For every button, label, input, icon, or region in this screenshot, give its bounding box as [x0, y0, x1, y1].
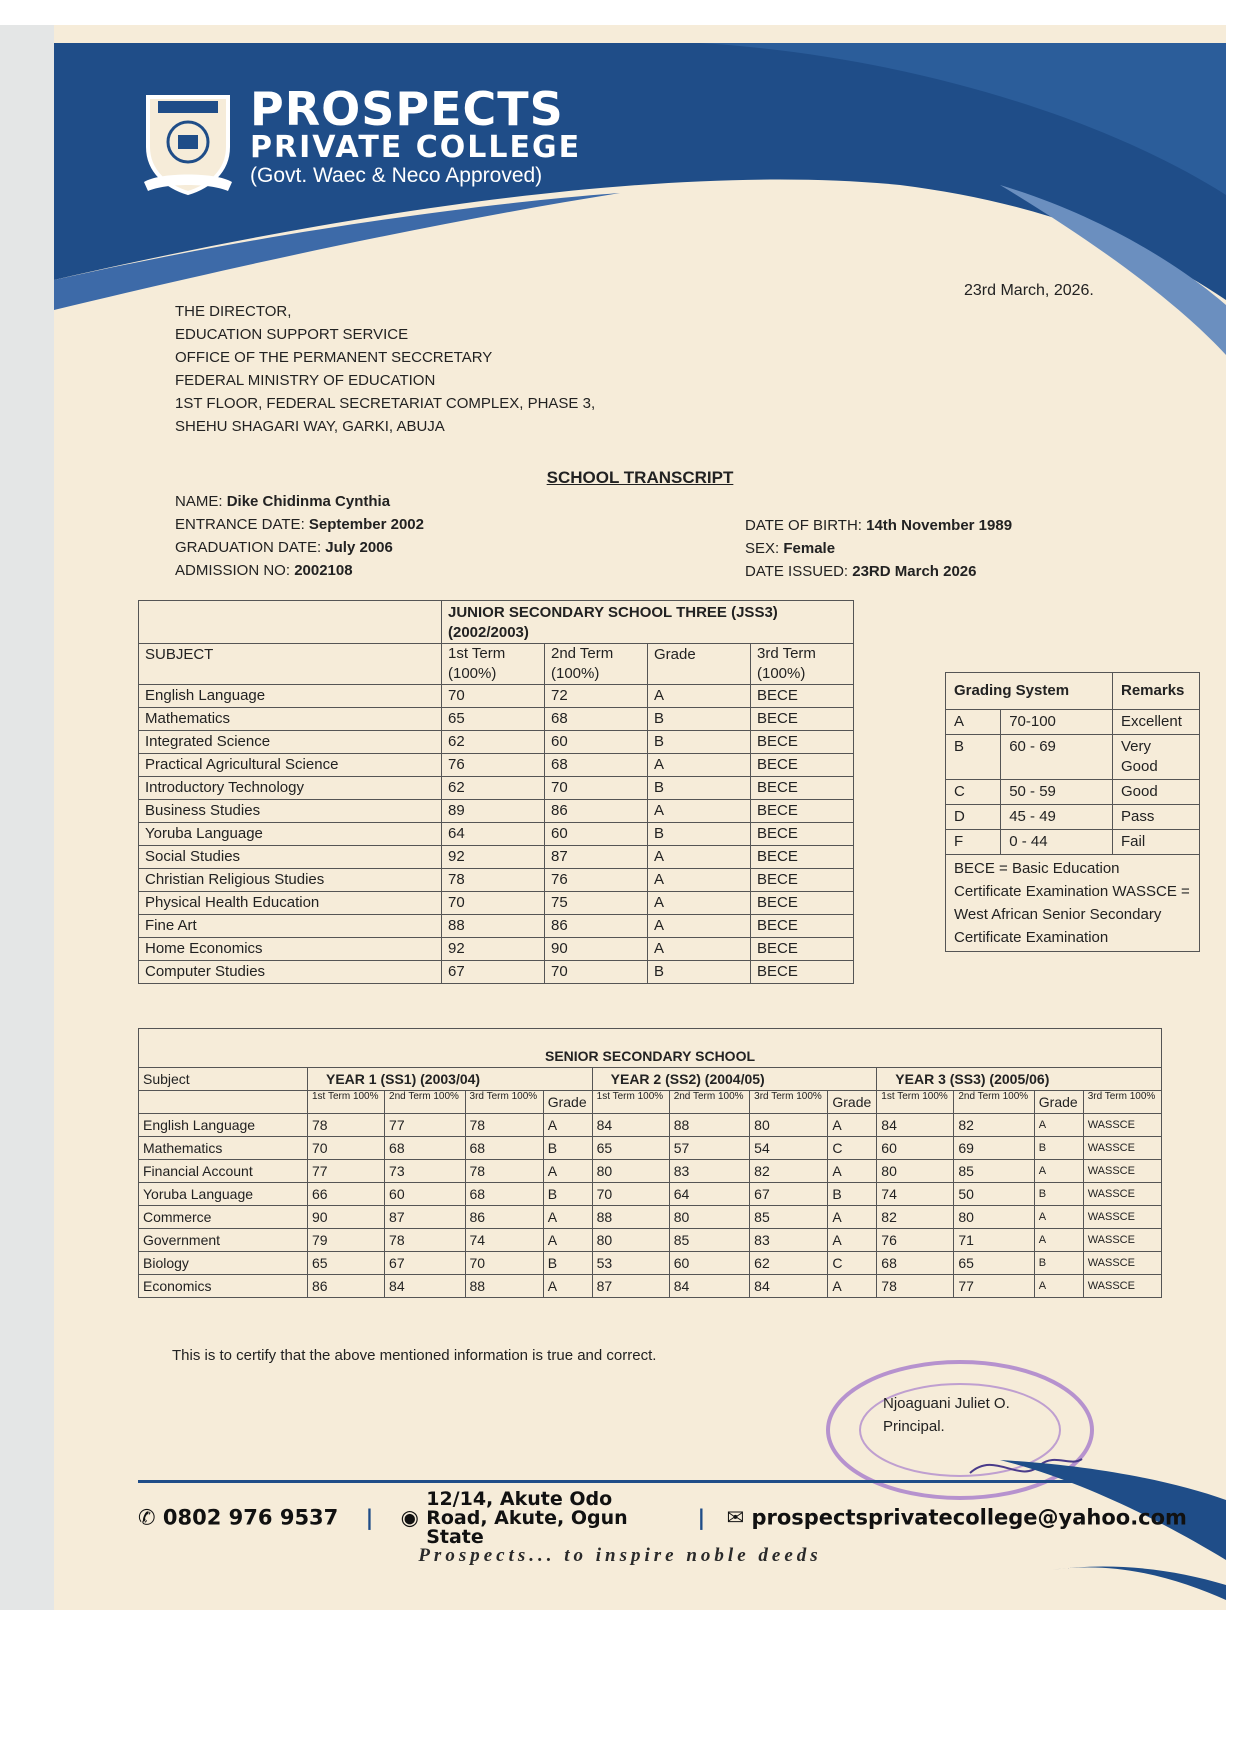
score-cell: 80: [592, 1229, 669, 1252]
abbreviation-note: BECE = Basic Education Certificate Examination WASSCE = West African Senior Secondary Certificate Examination: [946, 855, 1200, 952]
term2-cell: 70: [545, 961, 648, 984]
table-row: [139, 846, 854, 869]
table-row: [139, 1183, 1162, 1206]
score-range-cell: 60 - 69: [1001, 735, 1113, 780]
subject-cell: Christian Religious Studies: [139, 869, 442, 892]
sss-year2-header: YEAR 2 (SS2) (2004/05): [592, 1068, 877, 1091]
grade-letter-cell: A: [946, 710, 1001, 735]
table-row: [139, 869, 854, 892]
term1-cell: 92: [442, 846, 545, 869]
term1-cell: 62: [442, 731, 545, 754]
remark-cell: Excellent: [1113, 710, 1200, 735]
table-row: [139, 731, 854, 754]
sss-y3-grade-header: Grade: [1034, 1091, 1083, 1114]
score-cell: A: [1034, 1206, 1083, 1229]
score-cell: B: [543, 1252, 592, 1275]
score-cell: 80: [669, 1206, 749, 1229]
subject-cell: Yoruba Language: [139, 823, 442, 846]
term1-cell: 89: [442, 800, 545, 823]
term3-cell: BECE: [751, 892, 854, 915]
score-cell: WASSCE: [1083, 1275, 1161, 1298]
recipient-line: 1ST FLOOR, FEDERAL SECRETARIAT COMPLEX, PHASE 3,: [175, 395, 596, 412]
term2-cell: 75: [545, 892, 648, 915]
score-cell: C: [828, 1252, 877, 1275]
sex-label: SEX:: [745, 540, 780, 557]
signatory-block: [883, 1392, 1010, 1438]
term3-cell: BECE: [751, 800, 854, 823]
score-cell: 83: [750, 1229, 828, 1252]
table-row: [946, 805, 1200, 830]
letter-date: 23rd March, 2026.: [964, 282, 1094, 299]
phone-icon: ✆: [138, 1505, 156, 1530]
recipient-line: FEDERAL MINISTRY OF EDUCATION: [175, 372, 436, 389]
sss-rows: [139, 1114, 1162, 1298]
term2-cell: 72: [545, 685, 648, 708]
term1-cell: 65: [442, 708, 545, 731]
term2-cell: 76: [545, 869, 648, 892]
score-cell: 77: [385, 1114, 465, 1137]
subject-cell: Biology: [139, 1252, 308, 1275]
score-cell: 87: [385, 1206, 465, 1229]
score-cell: 88: [669, 1114, 749, 1137]
jss-grade-header: Grade: [648, 644, 751, 685]
table-row: [139, 892, 854, 915]
subject-cell: English Language: [139, 1114, 308, 1137]
term1-cell: 67: [442, 961, 545, 984]
grade-cell: B: [648, 708, 751, 731]
subject-cell: Fine Art: [139, 915, 442, 938]
score-cell: 70: [592, 1183, 669, 1206]
score-cell: 84: [385, 1275, 465, 1298]
score-cell: 82: [954, 1114, 1034, 1137]
term2-cell: 60: [545, 823, 648, 846]
term1-cell: 76: [442, 754, 545, 777]
remarks-header: Remarks: [1113, 673, 1200, 710]
score-range-cell: 0 - 44: [1001, 830, 1113, 855]
table-row: [139, 685, 854, 708]
table-row: [139, 938, 854, 961]
recipient-line: OFFICE OF THE PERMANENT SECCRETARY: [175, 349, 493, 366]
issued-label: DATE ISSUED:: [745, 563, 849, 580]
document-title: SCHOOL TRANSCRIPT: [546, 468, 734, 487]
entrance-label: ENTRANCE DATE:: [175, 516, 305, 533]
score-cell: 76: [877, 1229, 954, 1252]
term3-cell: BECE: [751, 846, 854, 869]
table-row: [139, 915, 854, 938]
score-cell: B: [1034, 1252, 1083, 1275]
table-row: [139, 823, 854, 846]
score-cell: 86: [308, 1275, 385, 1298]
jss-heading: JUNIOR SECONDARY SCHOOL THREE (JSS3) (2002/2003): [442, 601, 854, 644]
term3-cell: BECE: [751, 823, 854, 846]
score-cell: 78: [877, 1275, 954, 1298]
score-cell: 67: [385, 1252, 465, 1275]
score-cell: 78: [465, 1160, 543, 1183]
sss-year1-header: YEAR 1 (SS1) (2003/04): [308, 1068, 593, 1091]
score-cell: A: [543, 1275, 592, 1298]
score-cell: 86: [465, 1206, 543, 1229]
score-cell: B: [1034, 1183, 1083, 1206]
grade-cell: B: [648, 961, 751, 984]
score-cell: A: [828, 1229, 877, 1252]
score-cell: WASSCE: [1083, 1114, 1161, 1137]
score-range-cell: 70-100: [1001, 710, 1113, 735]
brand-line1: PROSPECTS: [250, 82, 564, 136]
score-range-cell: 45 - 49: [1001, 805, 1113, 830]
grade-cell: A: [648, 685, 751, 708]
subject-cell: Government: [139, 1229, 308, 1252]
admission-label: ADMISSION NO:: [175, 562, 291, 579]
term3-cell: BECE: [751, 754, 854, 777]
sss-y1-t3-header: 3rd Term 100%: [465, 1091, 543, 1114]
score-cell: 60: [877, 1137, 954, 1160]
sss-year3-header: YEAR 3 (SS3) (2005/06): [877, 1068, 1162, 1091]
score-cell: 73: [385, 1160, 465, 1183]
table-row: [139, 961, 854, 984]
jss-term3-header: 3rd Term (100%): [751, 644, 854, 685]
score-cell: B: [543, 1137, 592, 1160]
score-cell: A: [543, 1160, 592, 1183]
score-cell: 85: [669, 1229, 749, 1252]
subject-cell: Physical Health Education: [139, 892, 442, 915]
sss-y2-t1-header: 1st Term 100%: [592, 1091, 669, 1114]
score-cell: 74: [465, 1229, 543, 1252]
grading-system-table: [945, 672, 1200, 952]
jss-subject-header: SUBJECT: [139, 644, 442, 685]
grade-cell: B: [648, 777, 751, 800]
score-cell: 78: [465, 1114, 543, 1137]
table-row: [946, 780, 1200, 805]
score-cell: 50: [954, 1183, 1034, 1206]
term3-cell: BECE: [751, 731, 854, 754]
subject-cell: Home Economics: [139, 938, 442, 961]
term1-cell: 78: [442, 869, 545, 892]
score-cell: 74: [877, 1183, 954, 1206]
grade-cell: B: [648, 823, 751, 846]
subject-cell: Business Studies: [139, 800, 442, 823]
table-row: [139, 1252, 1162, 1275]
score-cell: 84: [877, 1114, 954, 1137]
table-row: [946, 830, 1200, 855]
subject-cell: Mathematics: [139, 708, 442, 731]
subject-cell: Practical Agricultural Science: [139, 754, 442, 777]
score-cell: B: [543, 1183, 592, 1206]
score-cell: 88: [592, 1206, 669, 1229]
score-cell: 88: [465, 1275, 543, 1298]
score-cell: 57: [669, 1137, 749, 1160]
score-cell: A: [828, 1206, 877, 1229]
score-cell: 85: [750, 1206, 828, 1229]
sss-y2-t2-header: 2nd Term 100%: [669, 1091, 749, 1114]
term1-cell: 70: [442, 685, 545, 708]
score-cell: B: [1034, 1137, 1083, 1160]
sss-y3-t1-header: 1st Term 100%: [877, 1091, 954, 1114]
table-row: [946, 735, 1200, 780]
name-label: NAME:: [175, 493, 223, 510]
score-cell: 70: [308, 1137, 385, 1160]
contact-footer: ✆ 0802 976 9537 | ◉ 12/14, Akute Odo Road, Akute, Ogun State | ✉ prospectsprivatecollege@yahoo.com: [138, 1488, 1187, 1548]
email-address: prospectsprivatecollege@yahoo.com: [751, 1505, 1187, 1530]
grade-letter-cell: F: [946, 830, 1001, 855]
score-cell: 84: [592, 1114, 669, 1137]
subject-cell: Financial Account: [139, 1160, 308, 1183]
score-cell: WASSCE: [1083, 1137, 1161, 1160]
score-cell: 78: [385, 1229, 465, 1252]
subject-cell: Introductory Technology: [139, 777, 442, 800]
term2-cell: 86: [545, 915, 648, 938]
subject-cell: Commerce: [139, 1206, 308, 1229]
table-row: [139, 1160, 1162, 1183]
score-cell: 66: [308, 1183, 385, 1206]
score-cell: 62: [750, 1252, 828, 1275]
score-cell: WASSCE: [1083, 1206, 1161, 1229]
subject-cell: Integrated Science: [139, 731, 442, 754]
score-cell: 78: [308, 1114, 385, 1137]
remark-cell: Good: [1113, 780, 1200, 805]
table-row: [139, 1137, 1162, 1160]
remark-cell: Fail: [1113, 830, 1200, 855]
recipient-address: [175, 300, 595, 438]
score-cell: 79: [308, 1229, 385, 1252]
graduation-date: July 2006: [325, 539, 393, 556]
score-cell: A: [543, 1229, 592, 1252]
score-cell: 70: [465, 1252, 543, 1275]
score-cell: 53: [592, 1252, 669, 1275]
grade-cell: A: [648, 800, 751, 823]
certification-statement: This is to certify that the above mentioned information is true and correct.: [172, 1347, 657, 1364]
subject-cell: Social Studies: [139, 846, 442, 869]
sss-y1-t2-header: 2nd Term 100%: [385, 1091, 465, 1114]
score-cell: A: [1034, 1114, 1083, 1137]
score-cell: 80: [750, 1114, 828, 1137]
grade-cell: B: [648, 731, 751, 754]
grade-cell: A: [648, 869, 751, 892]
subject-cell: English Language: [139, 685, 442, 708]
term3-cell: BECE: [751, 685, 854, 708]
score-cell: 83: [669, 1160, 749, 1183]
score-cell: 68: [385, 1137, 465, 1160]
student-details-right: [745, 514, 1012, 583]
grade-cell: A: [648, 892, 751, 915]
score-cell: 54: [750, 1137, 828, 1160]
phone-number: 0802 976 9537: [162, 1505, 339, 1530]
score-cell: A: [1034, 1160, 1083, 1183]
score-cell: 69: [954, 1137, 1034, 1160]
score-cell: A: [543, 1206, 592, 1229]
score-cell: WASSCE: [1083, 1229, 1161, 1252]
term1-cell: 88: [442, 915, 545, 938]
recipient-line: THE DIRECTOR,: [175, 303, 292, 320]
score-cell: 64: [669, 1183, 749, 1206]
table-row: [139, 1206, 1162, 1229]
score-cell: WASSCE: [1083, 1183, 1161, 1206]
term2-cell: 60: [545, 731, 648, 754]
score-cell: 65: [592, 1137, 669, 1160]
score-cell: 85: [954, 1160, 1034, 1183]
table-row: [139, 754, 854, 777]
score-cell: 87: [592, 1275, 669, 1298]
term3-cell: BECE: [751, 777, 854, 800]
score-cell: 80: [954, 1206, 1034, 1229]
subject-cell: Yoruba Language: [139, 1183, 308, 1206]
grade-cell: A: [648, 938, 751, 961]
score-cell: 80: [877, 1160, 954, 1183]
jss-term1-header: 1st Term (100%): [442, 644, 545, 685]
score-cell: 60: [669, 1252, 749, 1275]
grade-cell: A: [648, 846, 751, 869]
brand-line2: PRIVATE COLLEGE: [250, 130, 582, 165]
table-row: [139, 1114, 1162, 1137]
motto: Prospects... to inspire noble deeds: [418, 1545, 822, 1566]
term3-cell: BECE: [751, 915, 854, 938]
grade-letter-cell: C: [946, 780, 1001, 805]
term3-cell: BECE: [751, 938, 854, 961]
score-cell: 84: [669, 1275, 749, 1298]
table-row: [139, 1229, 1162, 1252]
sex-value: Female: [783, 540, 836, 557]
entrance-date: September 2002: [308, 516, 424, 533]
score-cell: 77: [308, 1160, 385, 1183]
score-cell: 82: [750, 1160, 828, 1183]
sss-y2-grade-header: Grade: [828, 1091, 877, 1114]
grade-cell: A: [648, 915, 751, 938]
score-cell: 65: [308, 1252, 385, 1275]
grading-rows: [946, 710, 1200, 855]
score-cell: A: [1034, 1229, 1083, 1252]
grade-cell: A: [648, 754, 751, 777]
score-cell: A: [543, 1114, 592, 1137]
term1-cell: 62: [442, 777, 545, 800]
score-cell: 71: [954, 1229, 1034, 1252]
principal-name: Njoaguani Juliet O.: [883, 1395, 1010, 1412]
sss-y3-t3-header: 3rd Term 100%: [1083, 1091, 1161, 1114]
student-name: Dike Chidinma Cynthia: [226, 493, 391, 510]
score-cell: 68: [877, 1252, 954, 1275]
sss-results-table: [138, 1028, 1162, 1298]
student-details-left: [175, 490, 424, 582]
score-cell: WASSCE: [1083, 1252, 1161, 1275]
score-cell: A: [828, 1160, 877, 1183]
graduation-label: GRADUATION DATE:: [175, 539, 322, 556]
principal-title: Principal.: [883, 1418, 945, 1435]
score-cell: 65: [954, 1252, 1034, 1275]
score-cell: 68: [465, 1183, 543, 1206]
sss-y2-t3-header: 3rd Term 100%: [750, 1091, 828, 1114]
table-row: [139, 708, 854, 731]
grade-letter-cell: D: [946, 805, 1001, 830]
date-of-birth: 14th November 1989: [866, 517, 1013, 534]
grading-system-header: Grading System: [946, 673, 1113, 710]
score-cell: WASSCE: [1083, 1160, 1161, 1183]
mail-icon: ✉: [726, 1505, 745, 1530]
term3-cell: BECE: [751, 869, 854, 892]
remark-cell: Very Good: [1113, 735, 1200, 780]
subject-cell: Economics: [139, 1275, 308, 1298]
postal-address: 12/14, Akute Odo Road, Akute, Ogun State: [426, 1488, 628, 1548]
jss-rows: [139, 685, 854, 984]
score-range-cell: 50 - 59: [1001, 780, 1113, 805]
sss-y1-t1-header: 1st Term 100%: [308, 1091, 385, 1114]
term2-cell: 86: [545, 800, 648, 823]
score-cell: A: [828, 1114, 877, 1137]
score-cell: C: [828, 1137, 877, 1160]
score-cell: 84: [750, 1275, 828, 1298]
sss-y1-grade-header: Grade: [543, 1091, 592, 1114]
subject-cell: Computer Studies: [139, 961, 442, 984]
term2-cell: 90: [545, 938, 648, 961]
term1-cell: 70: [442, 892, 545, 915]
score-cell: 80: [592, 1160, 669, 1183]
dob-label: DATE OF BIRTH:: [745, 517, 862, 534]
subject-cell: Mathematics: [139, 1137, 308, 1160]
recipient-line: SHEHU SHAGARI WAY, GARKI, ABUJA: [175, 418, 445, 435]
score-cell: A: [1034, 1275, 1083, 1298]
table-row: [139, 777, 854, 800]
admission-number: 2002108: [294, 562, 353, 579]
term2-cell: 68: [545, 708, 648, 731]
score-cell: 90: [308, 1206, 385, 1229]
grade-letter-cell: B: [946, 735, 1001, 780]
sss-heading: SENIOR SECONDARY SCHOOL: [139, 1029, 1162, 1068]
term2-cell: 87: [545, 846, 648, 869]
sss-subject-header: Subject: [139, 1068, 308, 1091]
score-cell: A: [828, 1275, 877, 1298]
term2-cell: 68: [545, 754, 648, 777]
table-row: [946, 710, 1200, 735]
score-cell: 67: [750, 1183, 828, 1206]
location-icon: ◉: [400, 1505, 419, 1530]
jss-results-table: [138, 600, 854, 984]
score-cell: B: [828, 1183, 877, 1206]
jss-term2-header: 2nd Term (100%): [545, 644, 648, 685]
term1-cell: 92: [442, 938, 545, 961]
term3-cell: BECE: [751, 708, 854, 731]
score-cell: 68: [465, 1137, 543, 1160]
college-name: [250, 82, 582, 189]
table-row: [139, 1275, 1162, 1298]
sss-y3-t2-header: 2nd Term 100%: [954, 1091, 1034, 1114]
score-cell: 77: [954, 1275, 1034, 1298]
remark-cell: Pass: [1113, 805, 1200, 830]
term1-cell: 64: [442, 823, 545, 846]
recipient-line: EDUCATION SUPPORT SERVICE: [175, 326, 409, 343]
score-cell: 60: [385, 1183, 465, 1206]
brand-line3: (Govt. Waec & Neco Approved): [250, 164, 543, 187]
date-issued: 23RD March 2026: [852, 563, 977, 580]
score-cell: 82: [877, 1206, 954, 1229]
term3-cell: BECE: [751, 961, 854, 984]
footer-rule: [138, 1480, 1128, 1483]
term2-cell: 70: [545, 777, 648, 800]
college-crest-logo: [140, 87, 236, 197]
table-row: [139, 800, 854, 823]
